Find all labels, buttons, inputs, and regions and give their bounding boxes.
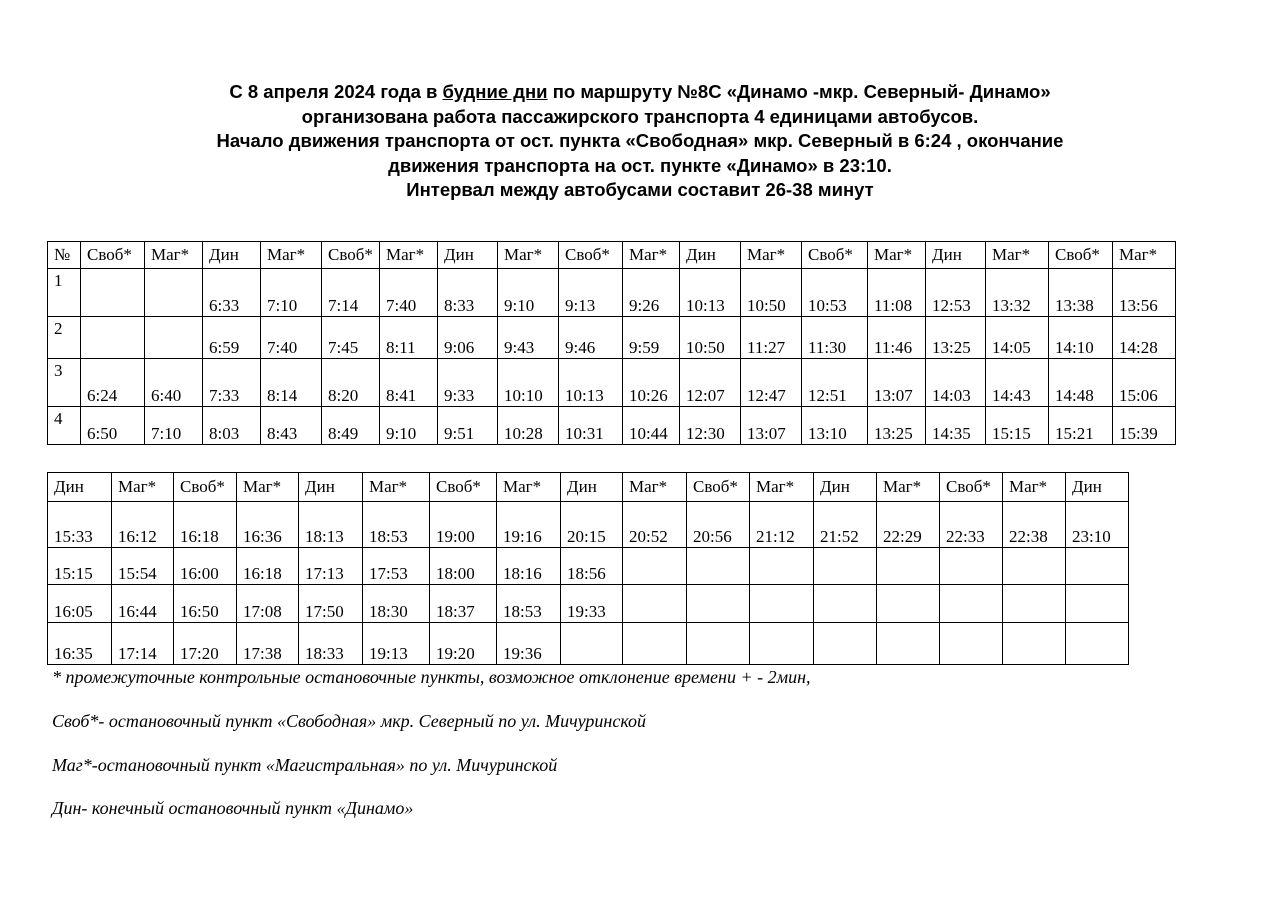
legend-svob: Своб*- остановочный пункт «Свободная» мкр. Северный по ул. Мичуринской [52,711,647,731]
header-row [48,473,1129,502]
time-cell: 8:11 [380,317,438,359]
column-header: Своб* [81,242,145,269]
time-cell: 13:38 [1049,269,1113,317]
time-cell: 13:32 [986,269,1049,317]
time-cell: 21:12 [750,502,814,548]
column-header: Маг* [380,242,438,269]
time-cell: 9:06 [438,317,498,359]
time-cell: 11:27 [741,317,802,359]
time-cell: 8:03 [203,407,261,445]
time-cell: 13:10 [802,407,868,445]
column-header: Маг* [112,473,174,502]
time-cell: 7:14 [322,269,380,317]
time-cell [145,269,203,317]
header-row [48,242,1176,269]
time-cell: 8:41 [380,359,438,407]
time-cell: 17:14 [112,623,174,665]
column-header: Дин [561,473,623,502]
time-cell: 16:50 [174,585,237,623]
time-cell [623,585,687,623]
column-header: Маг* [623,473,687,502]
time-cell: 16:36 [237,502,299,548]
bus-number: 4 [48,407,81,445]
time-cell: 22:33 [940,502,1003,548]
time-cell: 17:38 [237,623,299,665]
time-cell: 21:52 [814,502,877,548]
column-header: Маг* [498,242,559,269]
time-cell [1066,623,1129,665]
table-row [48,317,1176,359]
time-cell: 8:20 [322,359,380,407]
time-cell: 7:10 [261,269,322,317]
column-header: Маг* [986,242,1049,269]
column-header: Своб* [802,242,868,269]
time-cell: 22:29 [877,502,940,548]
time-cell: 11:30 [802,317,868,359]
time-cell: 13:25 [868,407,926,445]
column-header: Маг* [237,473,299,502]
column-header: Маг* [145,242,203,269]
time-cell: 16:12 [112,502,174,548]
time-cell: 10:10 [498,359,559,407]
time-cell: 17:20 [174,623,237,665]
time-cell: 16:05 [48,585,112,623]
table-row [48,585,1129,623]
time-cell [687,623,750,665]
time-cell: 14:28 [1113,317,1176,359]
time-cell: 16:18 [174,502,237,548]
time-cell: 9:10 [380,407,438,445]
time-cell [814,585,877,623]
time-cell: 10:44 [623,407,680,445]
time-cell: 9:46 [559,317,623,359]
column-header: Своб* [687,473,750,502]
time-cell: 16:00 [174,548,237,585]
time-cell: 11:08 [868,269,926,317]
time-cell: 9:51 [438,407,498,445]
column-header: Своб* [430,473,497,502]
column-header: Дин [299,473,363,502]
time-cell [814,623,877,665]
column-header: Маг* [868,242,926,269]
time-cell: 16:35 [48,623,112,665]
time-cell: 18:53 [497,585,561,623]
time-cell: 15:39 [1113,407,1176,445]
time-cell [81,317,145,359]
table-row [48,502,1129,548]
time-cell [750,585,814,623]
announcement-header [0,80,1280,203]
column-header: Маг* [1003,473,1066,502]
column-header: Маг* [877,473,940,502]
column-header: Своб* [322,242,380,269]
time-cell [940,548,1003,585]
time-cell: 18:16 [497,548,561,585]
time-cell [145,317,203,359]
column-header: Маг* [741,242,802,269]
time-cell [1066,585,1129,623]
time-cell: 6:59 [203,317,261,359]
time-cell [877,585,940,623]
time-cell: 17:53 [363,548,430,585]
time-cell: 15:33 [48,502,112,548]
time-cell [877,623,940,665]
time-cell: 13:07 [868,359,926,407]
time-cell: 18:56 [561,548,623,585]
time-cell: 14:35 [926,407,986,445]
time-cell: 7:33 [203,359,261,407]
time-cell: 22:38 [1003,502,1066,548]
time-cell [940,585,1003,623]
column-header: Маг* [497,473,561,502]
column-header: Дин [438,242,498,269]
time-cell: 20:56 [687,502,750,548]
time-cell: 15:06 [1113,359,1176,407]
time-cell: 9:13 [559,269,623,317]
legend-din: Дин- конечный остановочный пункт «Динамо» [52,798,414,818]
column-header: Своб* [174,473,237,502]
time-cell: 17:08 [237,585,299,623]
time-cell [1003,623,1066,665]
time-cell: 9:33 [438,359,498,407]
time-cell: 13:25 [926,317,986,359]
column-header: Дин [48,473,112,502]
time-cell: 7:45 [322,317,380,359]
table-row [48,548,1129,585]
time-cell: 18:30 [363,585,430,623]
time-cell: 14:05 [986,317,1049,359]
column-header: Маг* [623,242,680,269]
column-header: Своб* [940,473,1003,502]
time-cell: 19:13 [363,623,430,665]
time-cell: 9:10 [498,269,559,317]
bus-number: 1 [48,269,81,317]
header-line-1-start: С 8 апреля 2024 года в [229,81,443,102]
time-cell: 16:18 [237,548,299,585]
time-cell: 6:50 [81,407,145,445]
header-line-2: организована работа пассажирского транспорта 4 единицами автобусов. [301,105,979,127]
time-cell: 19:00 [430,502,497,548]
header-line-3: Начало движения транспорта от ост. пункта «Свободная» мкр. Северный в 6:24 , окончание [216,130,1064,151]
time-cell [623,623,687,665]
time-cell: 20:15 [561,502,623,548]
time-cell: 6:33 [203,269,261,317]
time-cell: 15:15 [48,548,112,585]
time-cell [750,623,814,665]
time-cell: 12:30 [680,407,741,445]
time-cell: 6:24 [81,359,145,407]
schedule-table-morning [47,241,1176,445]
time-cell: 19:33 [561,585,623,623]
time-cell: 13:56 [1113,269,1176,317]
time-cell: 16:44 [112,585,174,623]
time-cell [561,623,623,665]
time-cell: 7:40 [380,269,438,317]
schedule-table-evening [47,472,1129,665]
time-cell: 18:37 [430,585,497,623]
time-cell: 18:00 [430,548,497,585]
header-line-1 [0,80,1280,105]
time-cell: 10:28 [498,407,559,445]
column-header: Маг* [261,242,322,269]
legend-mag: Маг*-остановочный пункт «Магистральная» по ул. Мичуринской [52,755,558,775]
column-header: Дин [1066,473,1129,502]
time-cell: 19:16 [497,502,561,548]
column-header: Маг* [750,473,814,502]
header-line-1-end: по маршруту №8С «Динамо -мкр. Северный- Динамо» [547,81,1051,102]
time-cell: 9:26 [623,269,680,317]
column-header: Своб* [559,242,623,269]
table-row [48,623,1129,665]
time-cell [877,548,940,585]
time-cell: 8:43 [261,407,322,445]
bus-number: 2 [48,317,81,359]
table-row [48,407,1176,445]
time-cell: 11:46 [868,317,926,359]
time-cell [1003,548,1066,585]
time-cell: 14:43 [986,359,1049,407]
time-cell: 14:03 [926,359,986,407]
time-cell [687,585,750,623]
column-header: Дин [814,473,877,502]
time-cell: 19:20 [430,623,497,665]
time-cell: 23:10 [1066,502,1129,548]
time-cell: 12:53 [926,269,986,317]
time-cell [81,269,145,317]
time-cell [623,548,687,585]
time-cell: 15:54 [112,548,174,585]
time-cell [1066,548,1129,585]
column-header: Маг* [363,473,430,502]
time-cell [687,548,750,585]
column-header: Дин [926,242,986,269]
header-line-4: движения транспорта на ост. пункте «Динамо» в 23:10. [388,154,892,176]
time-cell: 17:13 [299,548,363,585]
time-cell: 9:59 [623,317,680,359]
time-cell: 14:48 [1049,359,1113,407]
time-cell: 18:33 [299,623,363,665]
time-cell: 13:07 [741,407,802,445]
time-cell: 20:52 [623,502,687,548]
time-cell: 12:47 [741,359,802,407]
time-cell: 18:53 [363,502,430,548]
time-cell [1003,585,1066,623]
time-cell: 10:13 [559,359,623,407]
time-cell: 14:10 [1049,317,1113,359]
time-cell: 8:14 [261,359,322,407]
time-cell: 7:40 [261,317,322,359]
time-cell [940,623,1003,665]
time-cell: 15:15 [986,407,1049,445]
header-line-5: Интервал между автобусами составит 26-38 минут [406,179,874,200]
time-cell: 12:07 [680,359,741,407]
time-cell: 8:33 [438,269,498,317]
header-weekdays-underlined: будние дни [442,81,548,102]
time-cell: 10:50 [680,317,741,359]
column-header: Маг* [1113,242,1176,269]
table-row [48,359,1176,407]
time-cell: 9:43 [498,317,559,359]
column-header: Дин [203,242,261,269]
time-cell: 10:26 [623,359,680,407]
time-cell: 6:40 [145,359,203,407]
time-cell [814,548,877,585]
note-asterisk: * промежуточные контрольные остановочные пункты, возможное отклонение времени + - 2мин, [52,667,811,687]
time-cell: 7:10 [145,407,203,445]
time-cell [750,548,814,585]
time-cell: 17:50 [299,585,363,623]
time-cell: 10:53 [802,269,868,317]
time-cell: 19:36 [497,623,561,665]
time-cell: 10:31 [559,407,623,445]
time-cell: 15:21 [1049,407,1113,445]
time-cell: 12:51 [802,359,868,407]
time-cell: 10:13 [680,269,741,317]
time-cell: 10:50 [741,269,802,317]
column-header: Своб* [1049,242,1113,269]
table-row [48,269,1176,317]
column-header: № [48,242,81,269]
bus-number: 3 [48,359,81,407]
column-header: Дин [680,242,741,269]
time-cell: 8:49 [322,407,380,445]
time-cell: 18:13 [299,502,363,548]
